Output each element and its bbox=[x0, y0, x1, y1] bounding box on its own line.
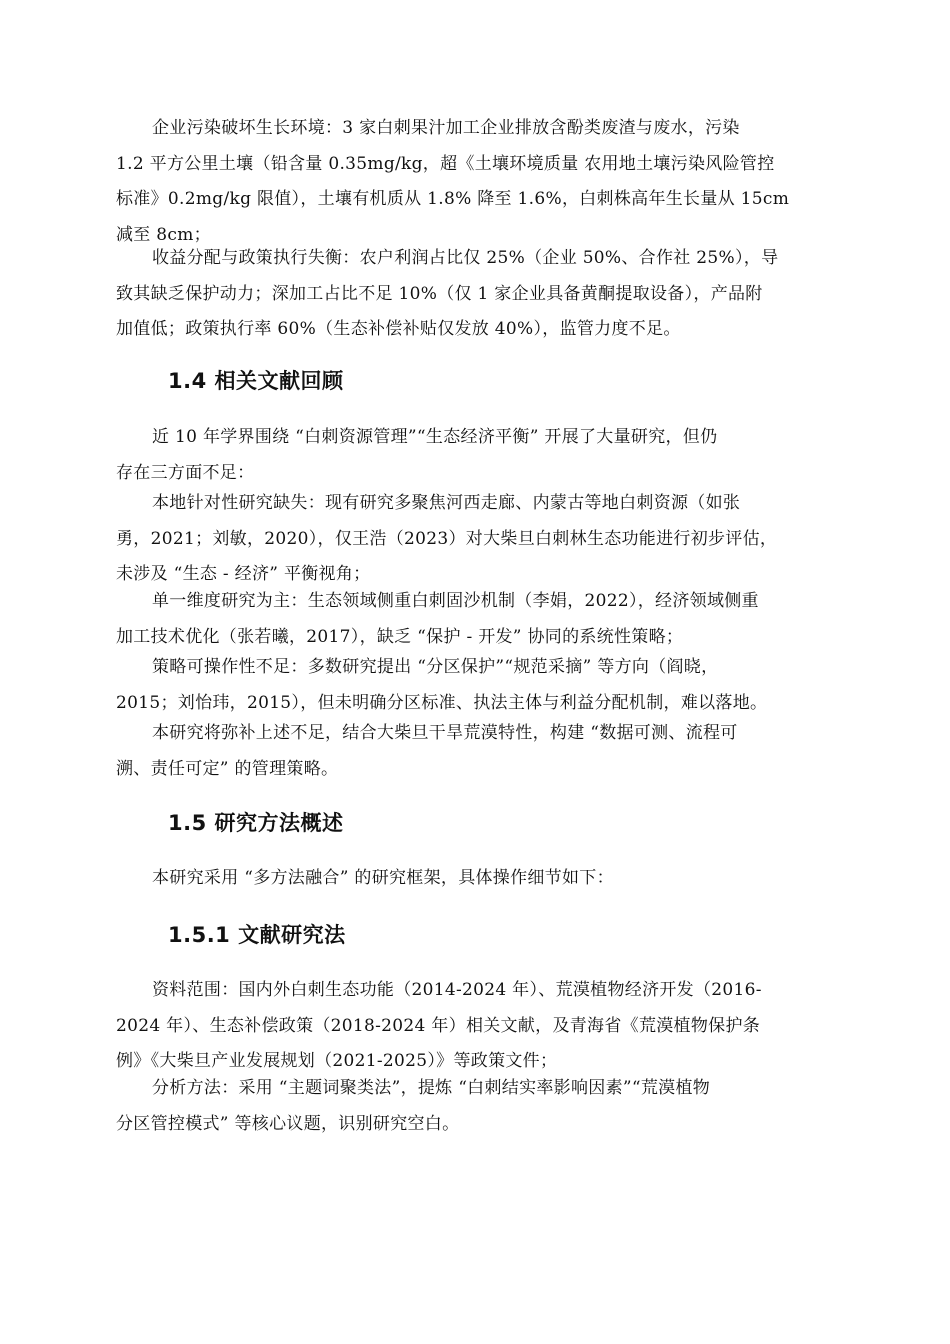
text-line: 减至 8cm； bbox=[116, 224, 211, 245]
paragraph-benefit-distribution bbox=[116, 241, 836, 348]
text-line: 企业污染破坏生长环境：3 家白刺果汁加工企业排放含酚类废渣与废水，污染 bbox=[152, 118, 740, 138]
paragraph-enterprise-pollution bbox=[116, 111, 836, 253]
text-line: 加值低；政策执行率 60%（生态补偿补贴仅发放 40%），监管力度不足。 bbox=[116, 319, 681, 339]
paragraph-study-contribution bbox=[116, 716, 836, 787]
paragraph-literature-intro bbox=[116, 420, 836, 491]
text-line: 策略可操作性不足：多数研究提出 “分区保护”“规范采摘” 等方向（阎晓， bbox=[152, 657, 719, 677]
text-line: 2024 年）、生态补偿政策（2018-2024 年）相关文献，及青海省《荒漠植物保护条 bbox=[116, 1015, 761, 1036]
text-line: 本研究采用 “多方法融合” 的研究框架，具体操作细节如下： bbox=[152, 868, 614, 888]
text-line: 分区管控模式” 等核心议题，识别研究空白。 bbox=[116, 1113, 460, 1134]
text-line: 加工技术优化（张若曦，2017），缺乏 “保护 - 开发” 协同的系统性策略； bbox=[116, 626, 684, 647]
paragraph-local-research-gap bbox=[116, 486, 836, 593]
text-line: 标准》0.2mg/kg 限值），土壤有机质从 1.8% 降至 1.6%，白刺株高年生长量从 15cm bbox=[116, 189, 790, 209]
text-line: 近 10 年学界围绕 “白刺资源管理”“生态经济平衡” 开展了大量研究，但仍 bbox=[152, 427, 718, 447]
text-line: 溯、责任可定” 的管理策略。 bbox=[116, 758, 339, 779]
section-heading-1-4: 1.4 相关文献回顾 bbox=[168, 369, 344, 393]
text-line: 致其缺乏保护动力；深加工占比不足 10%（仅 1 家企业具备黄酮提取设备），产品附 bbox=[116, 283, 763, 304]
section-heading-1-5-1: 1.5.1 文献研究法 bbox=[168, 923, 346, 947]
text-line: 未涉及 “生态 - 经济” 平衡视角； bbox=[116, 564, 371, 584]
text-line: 资料范围：国内外白刺生态功能（2014-2024 年）、荒漠植物经济开发（2016- bbox=[152, 980, 762, 1000]
text-line: 例》《大柴旦产业发展规划（2021-2025）》等政策文件； bbox=[116, 1051, 558, 1071]
text-line: 本地针对性研究缺失：现有研究多聚焦河西走廊、内蒙古等地白刺资源（如张 bbox=[152, 493, 741, 513]
text-line: 存在三方面不足： bbox=[116, 462, 255, 483]
paragraph-data-scope bbox=[116, 973, 836, 1080]
text-line: 勇，2021；刘敏，2020），仅王浩（2023）对大柴旦白刺林生态功能进行初步评估， bbox=[116, 528, 778, 549]
text-line: 1.2 平方公里土壤（铅含量 0.35mg/kg，超《土壤环境质量 农用地土壤污染风险管控 bbox=[116, 153, 775, 174]
paragraph-analysis-method bbox=[116, 1071, 836, 1142]
text-line: 2015；刘怡玮，2015），但未明确分区标准、执法主体与利益分配机制，难以落地。 bbox=[116, 692, 768, 713]
text-line: 收益分配与政策执行失衡：农户利润占比仅 25%（企业 50%、合作社 25%），导 bbox=[152, 248, 779, 268]
text-line: 分析方法：采用 “主题词聚类法”，提炼 “白刺结实率影响因素”“荒漠植物 bbox=[152, 1078, 711, 1098]
paragraph-single-dimension bbox=[116, 584, 836, 655]
paragraph-method-framework bbox=[116, 861, 836, 897]
text-line: 本研究将弥补上述不足，结合大柴旦干旱荒漠特性，构建 “数据可测、流程可 bbox=[152, 723, 738, 743]
paragraph-operability bbox=[116, 650, 836, 721]
text-line: 单一维度研究为主：生态领域侧重白刺固沙机制（李娟，2022），经济领域侧重 bbox=[152, 591, 759, 611]
section-heading-1-5: 1.5 研究方法概述 bbox=[168, 811, 344, 835]
